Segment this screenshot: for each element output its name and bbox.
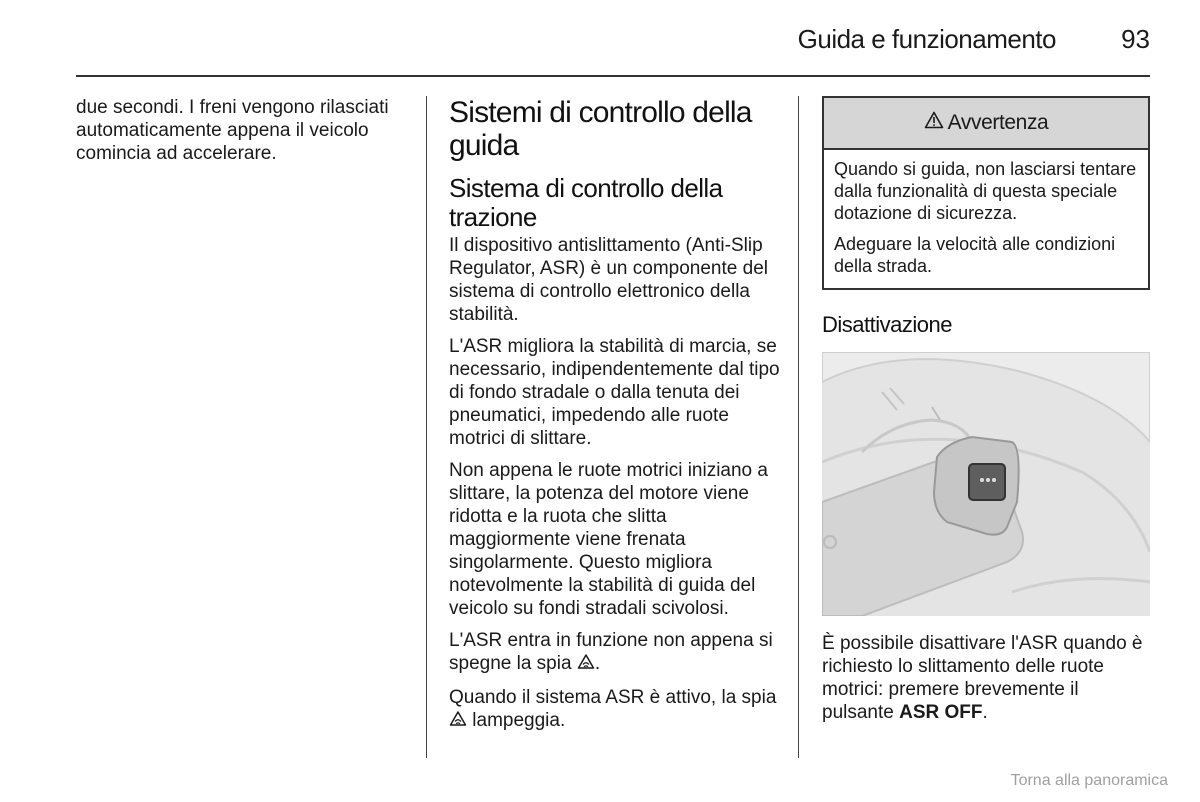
paragraph-4 xyxy=(449,629,784,677)
paragraph-5-text: Quando il sistema ASR è attivo, la spia xyxy=(449,687,777,708)
paragraph-1: Il dispositivo antislittamento (Anti-Slip Regulator, ASR) è un componente del sistema di controllo elettronico della stabilità. xyxy=(449,235,768,325)
column-middle xyxy=(449,96,784,743)
warning-header xyxy=(824,98,1148,150)
paragraph-4-text: L'ASR entra in funzione non appena si spegne la spia xyxy=(449,630,773,674)
warning-paragraph-1: Quando si guida, non lasciarsi tentare dalla funzionalità di questa speciale dotazione di sicurezza. xyxy=(834,159,1137,223)
deactivation-text: È possibile disattivare l'ASR quando è richiesto lo slittamento delle ruote motrici: premere brevemente il pulsante xyxy=(822,633,1143,723)
deactivation-end: . xyxy=(982,702,988,723)
asr-off-button-photo xyxy=(822,352,1150,616)
header-rule xyxy=(76,75,1150,77)
warning-box xyxy=(822,96,1150,290)
deactivation-paragraph xyxy=(822,632,1150,724)
column-right xyxy=(822,96,1150,733)
subsection-title: Sistema di controllo della trazione xyxy=(449,173,723,232)
column-divider-left xyxy=(426,96,427,758)
page-number: 93 xyxy=(1121,24,1150,54)
asr-off-button-label: ASR OFF xyxy=(899,702,983,723)
column-left xyxy=(76,96,411,174)
warning-triangle-icon xyxy=(924,111,944,135)
back-to-overview-link[interactable]: Torna alla panoramica xyxy=(1010,772,1168,789)
warning-title: Avvertenza xyxy=(947,111,1049,134)
column-divider-right xyxy=(798,96,799,758)
asr-lamp-icon xyxy=(577,653,595,677)
warning-paragraph-2: Adeguare la velocità alle condizioni della strada. xyxy=(834,234,1116,276)
section-title: Sistemi di controllo della guida xyxy=(449,96,752,162)
header-title: Guida e funzionamento xyxy=(797,24,1056,54)
paragraph: due secondi. I freni vengono rilasciati automaticamente appena il veicolo comincia ad accelerare. xyxy=(76,97,389,164)
paragraph-2: L'ASR migliora la stabilità di marcia, se necessario, indipendentemente dal tipo di fondo stradale o dalla tenuta dei pneumatici, impedendo alle ruote motrici di slittare. xyxy=(449,336,780,449)
paragraph-5 xyxy=(449,686,784,734)
paragraph-3: Non appena le ruote motrici iniziano a slittare, la potenza del motore viene ridotta e la ruota che slitta maggiormente viene frenata singolarmente. Questo migliora notevolmente la stabilità di guida del veicolo su fondi stradali scivolosi. xyxy=(449,460,768,619)
asr-lamp-icon xyxy=(449,710,467,734)
paragraph-5-end: lampeggia. xyxy=(472,710,566,731)
paragraph-4-end: . xyxy=(594,653,601,674)
warning-body xyxy=(824,150,1148,288)
deactivation-heading: Disattivazione xyxy=(822,312,952,337)
